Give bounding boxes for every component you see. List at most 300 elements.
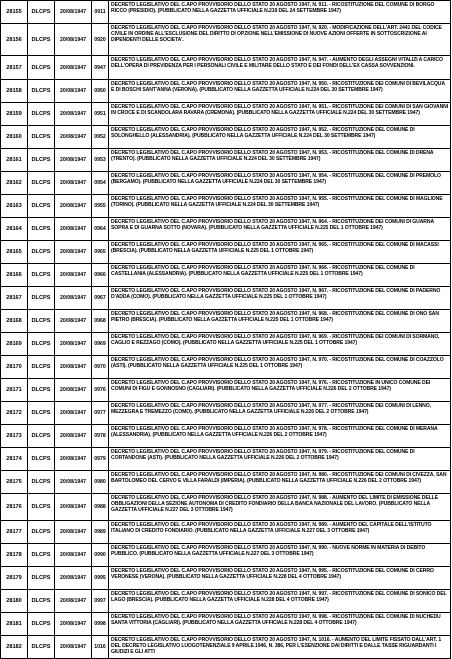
act-number: 0954 <box>94 180 106 186</box>
record-id: 28172 <box>6 410 22 416</box>
act-date: 20/08/1947 <box>60 272 86 278</box>
act-number: 0978 <box>94 433 106 439</box>
table-row <box>1 333 451 356</box>
act-description: DECRETO LEGISLATIVO DEL C.APO PROVVISORIO DELLO STATO 20 AGOSTO 1947, N. 952. - RICOSTITUZIONE DEL COMUNE DI SOLONGHELLO (ALESSANDRIA). (PUBBLICATO NELLA GAZZETTA UFFICIALE N.224 DEL 30 SETTEMBRE 1947) <box>111 127 415 140</box>
act-date: 20/08/1947 <box>60 64 86 71</box>
record-id: 28173 <box>6 433 22 439</box>
act-type-cell <box>28 590 55 613</box>
table-row <box>1 310 451 333</box>
act-type: DLCPS <box>31 479 51 485</box>
act-number-cell <box>92 241 109 264</box>
act-number-cell <box>92 103 109 126</box>
act-date: 20/08/1947 <box>60 88 86 94</box>
act-type-cell <box>28 287 55 310</box>
record-id-cell <box>1 149 28 172</box>
act-date: 20/08/1947 <box>60 433 86 439</box>
act-date: 20/08/1947 <box>60 504 86 510</box>
act-date: 20/08/1947 <box>60 9 86 15</box>
act-date: 20/08/1947 <box>60 552 86 558</box>
act-type-cell <box>28 521 55 544</box>
act-type: DLCPS <box>31 552 51 558</box>
table-row <box>1 448 451 471</box>
act-type-cell <box>28 149 55 172</box>
act-type: DLCPS <box>31 318 51 324</box>
table-row <box>1 636 451 659</box>
act-number: 0979 <box>94 456 106 462</box>
table-row <box>1 1 451 24</box>
record-id-cell <box>1 636 28 659</box>
act-date: 20/08/1947 <box>60 180 86 186</box>
act-description: DECRETO LEGISLATIVO DEL C.APO PROVVISORIO DELLO STATO 20 AGOSTO 1947, N. 988. - AUMENTO DEL LIMITE DI EMISSIONE DELLE OBBLIGAZIONI DELLA SEZIONE AUTONOMA DI CREDITO FONDIARIO DELLA BANCA NAZIONALE DEL LAVORO. (PUBBLICATO NELLA GAZZETTA UFFICIALE N.227 DEL 3 OTTOBRE 1947) <box>111 495 438 514</box>
act-description-cell <box>109 402 451 425</box>
record-id: 28177 <box>6 529 22 535</box>
record-id-cell <box>1 544 28 567</box>
act-description: DECRETO LEGISLATIVO DEL C.APO PROVVISORIO DELLO STATO 20 AGOSTO 1947, N. 1016. - AUMENTO DEL LIMITE FISSATO DALL'ART. 1 DEL DECRETO LEGISLATIVO LUOGOTENENZIALE 9 APRILE 1946, N. 386, PER L'ESENZIONE DAI DIRITTI E DALLE TASSE RIGUARDANTI I GIUDIZI E GLI ATTI <box>111 637 442 656</box>
act-type: DLCPS <box>31 180 51 186</box>
act-number: 0969 <box>94 341 106 347</box>
act-date-cell <box>55 310 92 333</box>
record-id: 28170 <box>6 364 22 370</box>
act-type-cell <box>28 333 55 356</box>
act-number-cell <box>92 195 109 218</box>
record-id: 28163 <box>6 203 22 209</box>
act-description: DECRETO LEGISLATIVO DEL C.APO PROVVISORIO DELLO STATO 20 AGOSTO 1947, N. 998. - RICOSTITUZIONE DEL COMUNE DI NUCHEDU SANTA VITTORIA (CAGLIARI). (PUBBLICATO NELLA GAZZETTA UFFICIALE N.228 DEL 4 OTTOBRE 1947) <box>111 614 441 627</box>
act-type: DLCPS <box>31 9 51 15</box>
act-type-cell <box>28 56 55 80</box>
record-id: 28176 <box>6 504 22 510</box>
act-description-cell <box>109 287 451 310</box>
table-row <box>1 613 451 636</box>
act-type-cell <box>28 448 55 471</box>
act-number-cell <box>92 379 109 402</box>
act-date-cell <box>55 1 92 24</box>
act-date: 20/08/1947 <box>60 295 86 301</box>
act-date: 20/08/1947 <box>60 36 86 43</box>
act-number: 0976 <box>94 387 106 393</box>
act-type: DLCPS <box>31 410 51 416</box>
act-description: DECRETO LEGISLATIVO DEL C.APO PROVVISORIO DELLO STATO 20 AGOSTO 1947, N. 969. - RICOSTITUZIONE DEI COMUNI DI SORMANO, CAGLIO E REZZAGO (COMO). (PUBBLICATO NELLA GAZZETTA UFFICIALE N.225 DEL 1 OTTOBRE 1947) <box>111 334 440 347</box>
act-number-cell <box>92 567 109 590</box>
act-date: 20/08/1947 <box>60 226 86 232</box>
table-row <box>1 195 451 218</box>
act-description-cell <box>109 379 451 402</box>
table-row <box>1 149 451 172</box>
act-description: DECRETO LEGISLATIVO DEL C.APO PROVVISORIO DELLO STATO 20 AGOSTO 1947, N. 950. - RICOSTITUZIONE DEI COMUNI DI BEVILACQUA E DI BOSCHI SANT'ANNA (VERONA). (PUBBLICATO NELLA GAZZETTA UFFICIALE N.224 DEL 30 SETTEMBRE 1947) <box>111 81 445 94</box>
act-description: DECRETO LEGISLATIVO DEL C.APO PROVVISORIO DELLO STATO 20 AGOSTO 1947, N. 947. - AUMENTO DEGLI ASSEGNI VITALIZI A CARICO DELL'OPERA DI PREVIDENZA PER I PERSONALI CIVILE E MILITARE DELLO STATO E DEI FONDI DELL'EX CASSA SOVVENZIONI. <box>111 57 443 70</box>
act-description-cell <box>109 56 451 80</box>
table-row <box>1 379 451 402</box>
act-type: DLCPS <box>31 157 51 163</box>
act-type-cell <box>28 103 55 126</box>
act-date: 20/08/1947 <box>60 134 86 140</box>
act-date-cell <box>55 241 92 264</box>
record-id-cell <box>1 103 28 126</box>
act-type: DLCPS <box>31 598 51 604</box>
act-type-cell <box>28 636 55 659</box>
table-row <box>1 356 451 379</box>
act-number: 0953 <box>94 157 106 163</box>
act-description: DECRETO LEGISLATIVO DEL C.APO PROVVISORIO DELLO STATO 20 AGOSTO 1947, N. 967. - RICOSTITUZIONE DEL COMUNE DI PADERNO D'ADDA (COMO). (PUBBLICATO NELLA GAZZETTA UFFICIALE N.225 DEL 1 OTTOBRE 1947) <box>111 288 441 301</box>
act-description: DECRETO LEGISLATIVO DEL C.APO PROVVISORIO DELLO STATO 20 AGOSTO 1947, N. 966. - RICOSTITUZIONE DEL COMUNE DI CASTELLANIA (ALESSANDRIA). (PUBBLICATO NELLA GAZZETTA UFFICIALE N.225 DEL 1 OTTOBRE 1947) <box>111 265 415 278</box>
act-description: DECRETO LEGISLATIVO DEL C.APO PROVVISORIO DELLO STATO 20 AGOSTO 1947, N. 976. - RICOSTITUZIONE IN UNICO COMUNE DEI COMUNI DI FIGU E GONNOSNO (CAGLIARI). (PUBBLICATO NELLA GAZZETTA UFFICIALE N.226 DEL 2 OTTOBRE 1947) <box>111 380 431 393</box>
act-number: 0977 <box>94 410 106 416</box>
act-number-cell <box>92 402 109 425</box>
act-type-cell <box>28 544 55 567</box>
act-description-cell <box>109 103 451 126</box>
act-description-cell <box>109 567 451 590</box>
record-id-cell <box>1 1 28 24</box>
record-id-cell <box>1 195 28 218</box>
act-type: DLCPS <box>31 36 51 43</box>
act-description-cell <box>109 613 451 636</box>
record-id-cell <box>1 613 28 636</box>
act-type-cell <box>28 567 55 590</box>
act-date-cell <box>55 544 92 567</box>
act-type: DLCPS <box>31 575 51 581</box>
records-table-body <box>1 1 451 659</box>
act-date-cell <box>55 379 92 402</box>
act-description-cell <box>109 333 451 356</box>
table-row <box>1 287 451 310</box>
act-number-cell <box>92 356 109 379</box>
act-date-cell <box>55 471 92 494</box>
act-date: 20/08/1947 <box>60 410 86 416</box>
act-description-cell <box>109 24 451 56</box>
table-row <box>1 494 451 521</box>
act-description: DECRETO LEGISLATIVO DEL C.APO PROVVISORIO DELLO STATO 20 AGOSTO 1947, N. 989. - AUMENTO DEL CAPITALE DELL'ISTITUTO ITALIANO DI CREDITO FONDIARIO. (PUBBLICATO NELLA GAZZETTA UFFICIALE N.227 DEL 3 OTTOBRE 1947) <box>111 522 432 535</box>
act-type: DLCPS <box>31 456 51 462</box>
act-number-cell <box>92 24 109 56</box>
record-id-cell <box>1 80 28 103</box>
act-description: DECRETO LEGISLATIVO DEL C.APO PROVVISORIO DELLO STATO 20 AGOSTO 1947, N. 954. - RICOSTITUZIONE DEL COMUNE DI PREMOLO (BERGAMO). (PUBBLICATO NELLA GAZZETTA UFFICIALE N.224 DEL 30 SETTEMBRE 1947) <box>111 173 441 186</box>
act-type-cell <box>28 80 55 103</box>
record-id: 28179 <box>6 575 22 581</box>
act-date-cell <box>55 126 92 149</box>
act-date-cell <box>55 402 92 425</box>
record-id: 28166 <box>6 272 22 278</box>
act-date: 20/08/1947 <box>60 479 86 485</box>
act-type-cell <box>28 126 55 149</box>
act-type-cell <box>28 494 55 521</box>
act-description: DECRETO LEGISLATIVO DEL C.APO PROVVISORIO DELLO STATO 20 AGOSTO 1947, N. 951. - RICOSTITUZIONE DEI COMUNI DI SAN GIOVANNI IN CROCE E DI SCANDOLARA RAVARA (CREMONA). (PUBBLICATO NELLA GAZZETTA UFFICIALE N.224 DEL 30 SETTEMBRE 1947) <box>111 104 449 117</box>
act-number-cell <box>92 310 109 333</box>
record-id: 28175 <box>6 479 22 485</box>
act-date-cell <box>55 521 92 544</box>
act-type: DLCPS <box>31 644 51 650</box>
act-type-cell <box>28 172 55 195</box>
act-type-cell <box>28 195 55 218</box>
act-number: 0950 <box>94 88 106 94</box>
act-number-cell <box>92 544 109 567</box>
record-id-cell <box>1 521 28 544</box>
act-description: DECRETO LEGISLATIVO DEL C.APO PROVVISORIO DELLO STATO 20 AGOSTO 1947, N. 979. - RICOSTITUZIONE DEL COMUNE DI CORTANDONE (ASTI). (PUBBLICATO NELLA GAZZETTA UFFICIALE N.226 DEL 2 OTTOBRE 1947) <box>111 449 415 462</box>
act-description: DECRETO LEGISLATIVO DEL C.APO PROVVISORIO DELLO STATO 20 AGOSTO 1947, N. 977. - RICOSTITUZIONE DEI COMUNI DI LENNO, MEZZEGRA E TREMEZZO (COMO). (PUBBLICATO NELLA GAZZETTA UFFICIALE N.226 DEL 2 OTTOBRE 1947) <box>111 403 431 416</box>
record-id-cell <box>1 287 28 310</box>
act-type: DLCPS <box>31 364 51 370</box>
act-type-cell <box>28 310 55 333</box>
act-description-cell <box>109 241 451 264</box>
act-description-cell <box>109 471 451 494</box>
act-description-cell <box>109 218 451 241</box>
act-date-cell <box>55 80 92 103</box>
table-row <box>1 241 451 264</box>
act-type: DLCPS <box>31 88 51 94</box>
record-id-cell <box>1 448 28 471</box>
record-id: 28181 <box>6 621 22 627</box>
act-number: 0947 <box>94 64 106 71</box>
table-row <box>1 80 451 103</box>
act-description-cell <box>109 172 451 195</box>
act-description: DECRETO LEGISLATIVO DEL C.APO PROVVISORIO DELLO STATO 20 AGOSTO 1947, N. 997. - RICOSTITUZIONE DEL COMUNE DI SONICO DEL LAGO (BRESCIA). (PUBBLICATO NELLA GAZZETTA UFFICIALE N.228 DEL 4 OTTOBRE 1947) <box>111 591 447 604</box>
act-date: 20/08/1947 <box>60 318 86 324</box>
record-id: 28182 <box>6 644 22 650</box>
act-date: 20/08/1947 <box>60 203 86 209</box>
act-number-cell <box>92 613 109 636</box>
record-id: 28162 <box>6 180 22 186</box>
act-type-cell <box>28 471 55 494</box>
act-type: DLCPS <box>31 203 51 209</box>
act-description-cell <box>109 1 451 24</box>
table-row <box>1 56 451 80</box>
record-id: 28169 <box>6 341 22 347</box>
act-date: 20/08/1947 <box>60 456 86 462</box>
record-id-cell <box>1 172 28 195</box>
act-number-cell <box>92 333 109 356</box>
act-number: 0911 <box>94 9 106 15</box>
act-number: 0952 <box>94 134 106 140</box>
act-type: DLCPS <box>31 341 51 347</box>
act-number: 0997 <box>94 598 106 604</box>
act-description: DECRETO LEGISLATIVO DEL C.APO PROVVISORIO DELLO STATO 20 AGOSTO 1947, N. 953. - RICOSTITUZIONE DEL COMUNE DI DRENA (TRENTO). (PUBBLICATO NELLA GAZZETTA UFFICIALE N.224 DEL 30 SETTEMBRE 1947) <box>111 150 434 163</box>
act-type: DLCPS <box>31 226 51 232</box>
act-type: DLCPS <box>31 504 51 510</box>
act-date-cell <box>55 425 92 448</box>
act-date-cell <box>55 103 92 126</box>
act-number-cell <box>92 80 109 103</box>
act-type-cell <box>28 613 55 636</box>
act-number: 0988 <box>94 504 106 510</box>
act-description-cell <box>109 126 451 149</box>
act-description-cell <box>109 521 451 544</box>
act-description-cell <box>109 425 451 448</box>
act-number: 0995 <box>94 575 106 581</box>
act-type-cell <box>28 425 55 448</box>
act-type: DLCPS <box>31 529 51 535</box>
act-date: 20/08/1947 <box>60 644 86 650</box>
act-date-cell <box>55 24 92 56</box>
act-description: DECRETO LEGISLATIVO DEL C.APO PROVVISORIO DELLO STATO 20 AGOSTO 1947, N. 964. - RICOSTITUZIONE DEI COMUNI DI GUARNA SOPRA E DI GUARNA SOTTO (NOVARA). (PUBBLICATO NELLA GAZZETTA UFFICIALE N.225 DEL 1 OTTOBRE 1947) <box>111 219 434 232</box>
act-number-cell <box>92 471 109 494</box>
act-date: 20/08/1947 <box>60 529 86 535</box>
act-description: DECRETO LEGISLATIVO DEL C.APO PROVVISORIO DELLO STATO 20 AGOSTO 1947, N. 965. - RICOSTITUZIONE DEL COMUNE DI MACASSI (BRESCIA). (PUBBLICATO NELLA GAZZETTA UFFICIALE N.225 DEL 1 OTTOBRE 1947) <box>111 242 439 255</box>
act-date-cell <box>55 333 92 356</box>
act-date-cell <box>55 636 92 659</box>
act-description: DECRETO LEGISLATIVO DEL C.APO PROVVISORIO DELLO STATO 20 AGOSTO 1947, N. 911. - RICOSTITUZIONE DEL COMUNE DI BORGO RICCO (PRESIDIO). (PUBBLICATO NELLA GAZZETTA UFFICIALE N.219 DEL 24 SETTEMBRE 1947) <box>111 2 435 15</box>
act-number-cell <box>92 218 109 241</box>
act-number-cell <box>92 636 109 659</box>
record-id-cell <box>1 590 28 613</box>
act-description: DECRETO LEGISLATIVO DEL C.APO PROVVISORIO DELLO STATO 20 AGOSTO 1947, N. 970. - RICOSTITUZIONE DEL COMUNE DI COAZZOLO (ASTI). (PUBBLICATO NELLA GAZZETTA UFFICIALE N.225 DEL 1 OTTOBRE 1947) <box>111 357 444 370</box>
act-date-cell <box>55 613 92 636</box>
act-number-cell <box>92 287 109 310</box>
record-id: 28161 <box>6 157 22 163</box>
table-row <box>1 590 451 613</box>
act-type: DLCPS <box>31 272 51 278</box>
act-date-cell <box>55 264 92 287</box>
record-id-cell <box>1 402 28 425</box>
record-id-cell <box>1 126 28 149</box>
record-id-cell <box>1 425 28 448</box>
record-id: 28168 <box>6 318 22 324</box>
act-type-cell <box>28 1 55 24</box>
act-type-cell <box>28 264 55 287</box>
act-type: DLCPS <box>31 64 51 71</box>
act-number-cell <box>92 448 109 471</box>
act-date: 20/08/1947 <box>60 111 86 117</box>
act-number: 0920 <box>94 36 106 43</box>
act-date-cell <box>55 494 92 521</box>
act-description-cell <box>109 149 451 172</box>
act-date-cell <box>55 149 92 172</box>
act-number-cell <box>92 521 109 544</box>
act-type: DLCPS <box>31 387 51 393</box>
record-id-cell <box>1 56 28 80</box>
act-number: 0951 <box>94 111 106 117</box>
act-type-cell <box>28 379 55 402</box>
act-type: DLCPS <box>31 621 51 627</box>
table-row <box>1 103 451 126</box>
act-description-cell <box>109 544 451 567</box>
act-description-cell <box>109 80 451 103</box>
record-id: 28174 <box>6 456 22 462</box>
record-id: 28178 <box>6 552 22 558</box>
act-date-cell <box>55 56 92 80</box>
record-id-cell <box>1 356 28 379</box>
act-date: 20/08/1947 <box>60 387 86 393</box>
act-number-cell <box>92 56 109 80</box>
act-number: 0980 <box>94 479 106 485</box>
act-number: 0970 <box>94 364 106 370</box>
table-row <box>1 172 451 195</box>
act-date-cell <box>55 590 92 613</box>
act-number-cell <box>92 126 109 149</box>
act-number-cell <box>92 425 109 448</box>
act-description-cell <box>109 494 451 521</box>
table-row <box>1 402 451 425</box>
act-description: DECRETO LEGISLATIVO DEL C.APO PROVVISORIO DELLO STATO 20 AGOSTO 1947, N. 990. - NUOVE NORME IN MATERIA DI DEBITO PUBBLICO. (PUBBLICATO NELLA GAZZETTA UFFICIALE N.227 DEL 3 OTTOBRE 1947) <box>111 545 426 558</box>
act-description-cell <box>109 310 451 333</box>
table-row <box>1 264 451 287</box>
act-number: 0998 <box>94 621 106 627</box>
act-number: 0955 <box>94 203 106 209</box>
act-type: DLCPS <box>31 134 51 140</box>
act-number: 0990 <box>94 552 106 558</box>
record-id: 28159 <box>6 111 22 117</box>
table-row <box>1 218 451 241</box>
act-number: 0964 <box>94 226 106 232</box>
act-description-cell <box>109 448 451 471</box>
record-id-cell <box>1 218 28 241</box>
act-number-cell <box>92 494 109 521</box>
act-number-cell <box>92 172 109 195</box>
act-description: DECRETO LEGISLATIVO DEL C.APO PROVVISORIO DELLO STATO 20 AGOSTO 1947, N. 968. - RICOSTITUZIONE DEL COMUNE DI ONO SAN PIETRO (BRESCIA). (PUBBLICATO NELLA GAZZETTA UFFICIALE N.225 DEL 1 OTTOBRE 1947) <box>111 311 439 324</box>
act-number-cell <box>92 1 109 24</box>
record-id-cell <box>1 333 28 356</box>
act-date: 20/08/1947 <box>60 598 86 604</box>
act-date: 20/08/1947 <box>60 621 86 627</box>
act-number: 0968 <box>94 318 106 324</box>
act-type-cell <box>28 218 55 241</box>
record-id-cell <box>1 494 28 521</box>
act-number-cell <box>92 264 109 287</box>
act-date: 20/08/1947 <box>60 575 86 581</box>
act-type-cell <box>28 24 55 56</box>
record-id: 28171 <box>6 387 22 393</box>
record-id-cell <box>1 241 28 264</box>
table-row <box>1 567 451 590</box>
table-row <box>1 126 451 149</box>
table-row <box>1 521 451 544</box>
record-id: 28157 <box>6 64 22 71</box>
record-id: 28167 <box>6 295 22 301</box>
act-date-cell <box>55 448 92 471</box>
record-id: 28180 <box>6 598 22 604</box>
act-date-cell <box>55 287 92 310</box>
act-date-cell <box>55 195 92 218</box>
act-description-cell <box>109 636 451 659</box>
act-description-cell <box>109 356 451 379</box>
act-description-cell <box>109 195 451 218</box>
act-description: DECRETO LEGISLATIVO DEL C.APO PROVVISORIO DELLO STATO 20 AGOSTO 1947, N. 995. - RICOSTITUZIONE DEL COMUNE DI CERRO VERONESE (VERONA). (PUBBLICATO NELLA GAZZETTA UFFICIALE N.228 DEL 4 OTTOBRE 1947) <box>111 568 434 581</box>
record-id: 28158 <box>6 88 22 94</box>
record-id: 28164 <box>6 226 22 232</box>
table-row <box>1 544 451 567</box>
table-row <box>1 425 451 448</box>
act-description: DECRETO LEGISLATIVO DEL C.APO PROVVISORIO DELLO STATO 20 AGOSTO 1947, N. 978. - RICOSTITUZIONE DEL COMUNE DI MERANA (ALESSANDRIA). (PUBBLICATO NELLA GAZZETTA UFFICIALE N.226 DEL 2 OTTOBRE 1947) <box>111 426 438 439</box>
table-row <box>1 471 451 494</box>
act-type: DLCPS <box>31 433 51 439</box>
record-id-cell <box>1 567 28 590</box>
act-type-cell <box>28 241 55 264</box>
act-number: 0989 <box>94 529 106 535</box>
record-id: 28155 <box>6 9 22 15</box>
act-date-cell <box>55 567 92 590</box>
act-date: 20/08/1947 <box>60 341 86 347</box>
act-date: 20/08/1947 <box>60 249 86 255</box>
act-description: DECRETO LEGISLATIVO DEL C.APO PROVVISORIO DELLO STATO 20 AGOSTO 1947, N. 955. - RICOSTITUZIONE DEL COMUNE DI MAGLIONE (TORINO). (PUBBLICATO NELLA GAZZETTA UFFICIALE N.224 DEL 30 SETTEMBRE 1947) <box>111 196 443 209</box>
act-description: DECRETO LEGISLATIVO DEL C.APO PROVVISORIO DELLO STATO 20 AGOSTO 1947, N. 980. - RICOSTITUZIONE DEI COMUNI DI CIVEZZA, SAN BARTOLOMEO DEL CERVO E VILLA FARALDI (IMPERIA). (PUBBLICATO NELLA GAZZETTA UFFICIALE N.226 DEL 2 OTTOBRE 1947) <box>111 472 447 485</box>
act-description-cell <box>109 264 451 287</box>
act-number-cell <box>92 590 109 613</box>
table-row <box>1 24 451 56</box>
act-number: 0967 <box>94 295 106 301</box>
act-type: DLCPS <box>31 111 51 117</box>
act-number: 0965 <box>94 249 106 255</box>
act-type-cell <box>28 402 55 425</box>
record-id-cell <box>1 310 28 333</box>
record-id-cell <box>1 471 28 494</box>
act-type: DLCPS <box>31 249 51 255</box>
record-id: 28165 <box>6 249 22 255</box>
act-date: 20/08/1947 <box>60 364 86 370</box>
act-type-cell <box>28 356 55 379</box>
act-number-cell <box>92 149 109 172</box>
act-description: DECRETO LEGISLATIVO DEL C.APO PROVVISORIO DELLO STATO 20 AGOSTO 1947, N. 920. - MODIFICAZIONE DELL'ART. 2441 DEL CODICE CIVILE IN ORDINE ALL'ESCLUSIONE DEL DIRITTO DI OPZIONE NELL'EMISSIONE DI NUOVE AZIONI OFFERTE IN SOTTOSCRIZIONE AI DIPENDENTI DELLE SOCIETA'. <box>111 25 442 44</box>
record-id-cell <box>1 24 28 56</box>
record-id-cell <box>1 264 28 287</box>
act-description-cell <box>109 590 451 613</box>
act-date: 20/08/1947 <box>60 157 86 163</box>
